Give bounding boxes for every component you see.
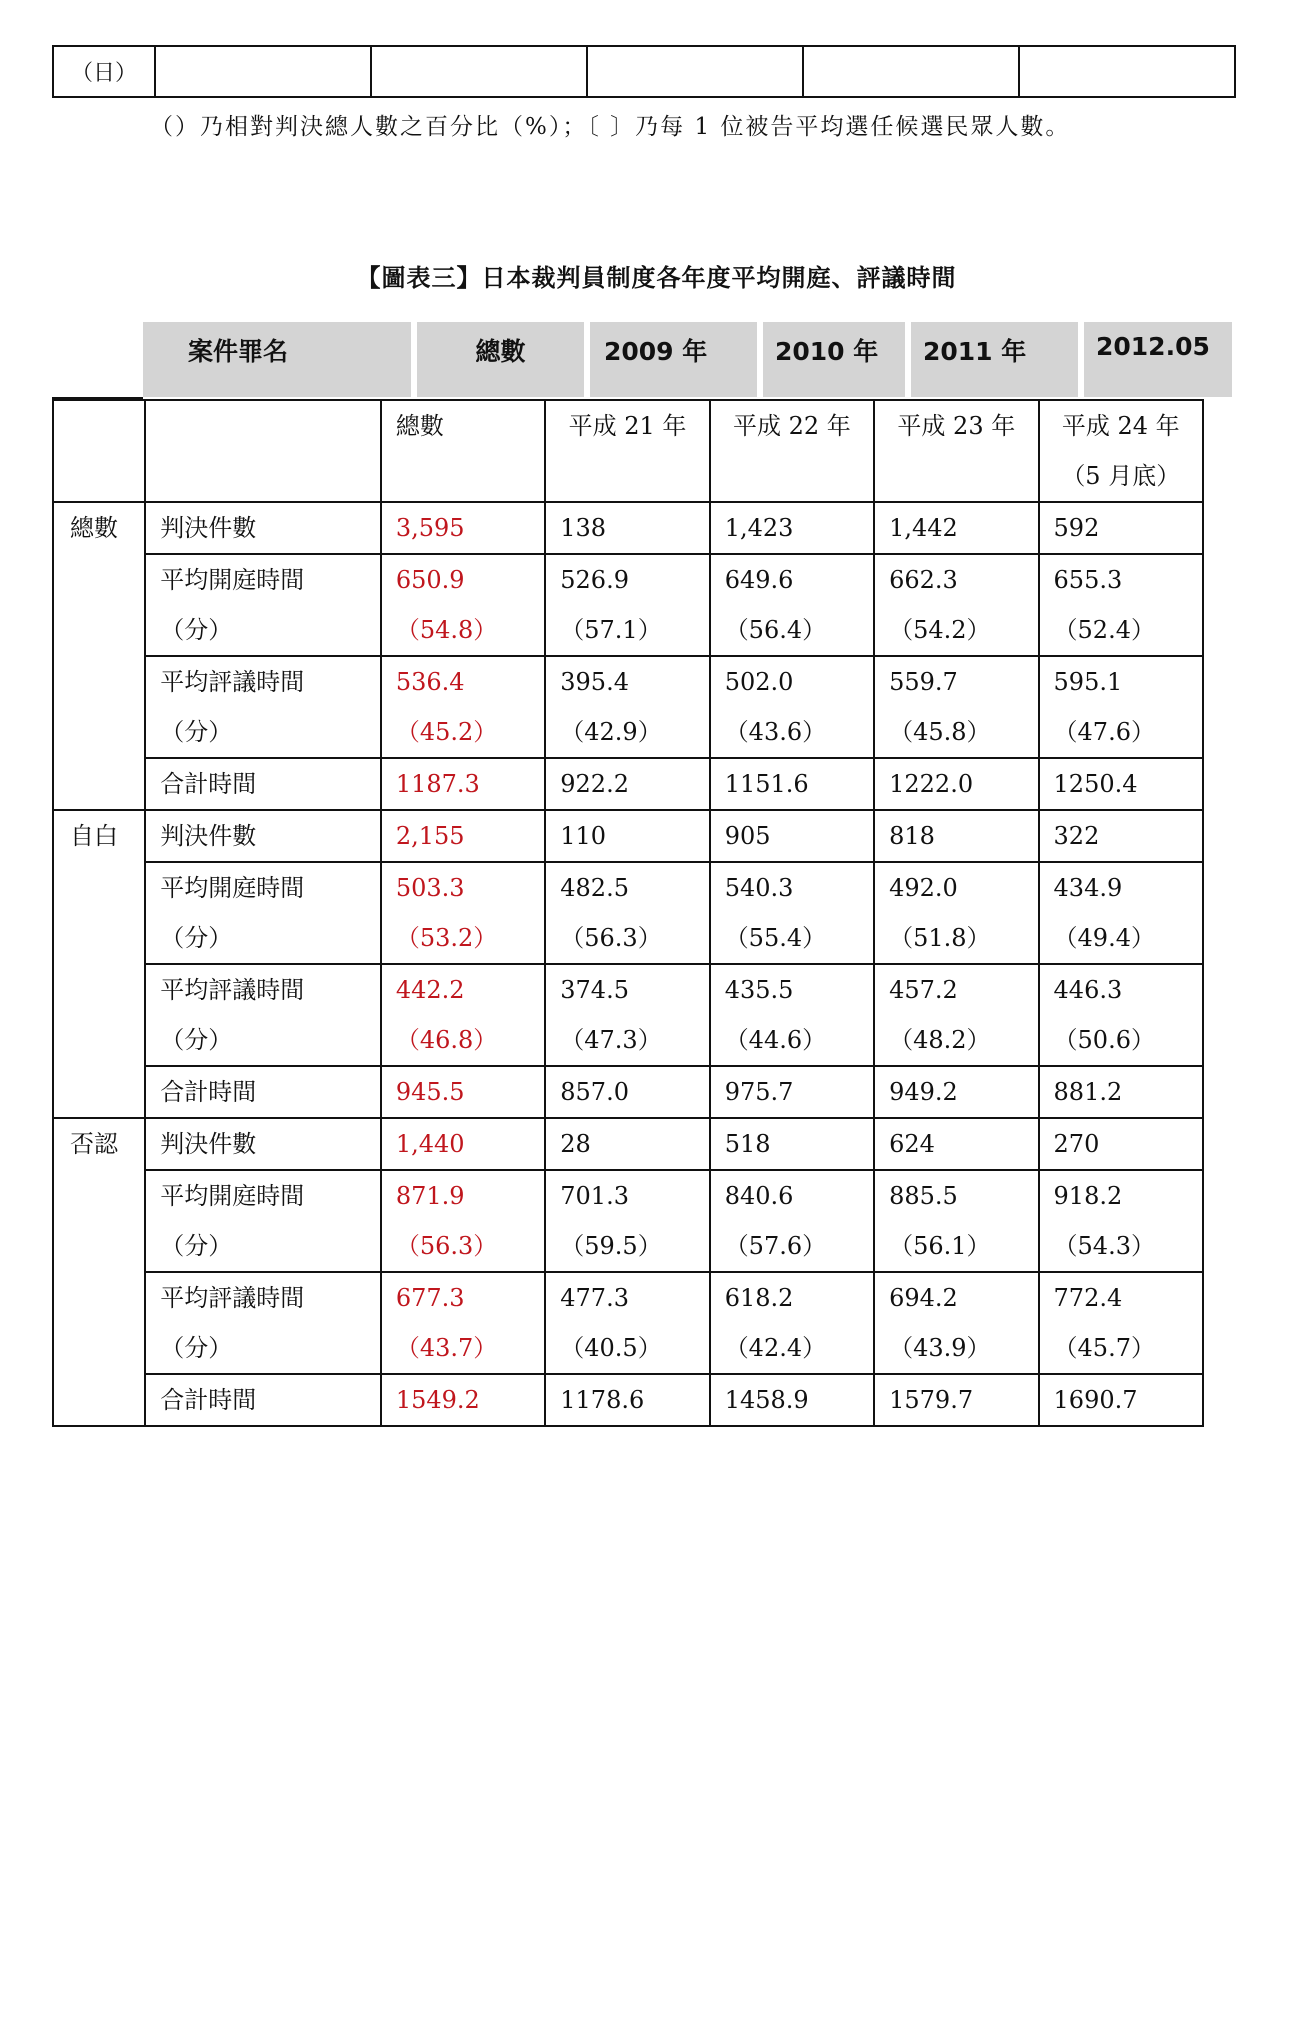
year-value-cell-text: 540.3 — [724, 874, 794, 902]
year-value-cell — [545, 758, 709, 810]
year-value-cell-text: 701.3 — [560, 1182, 629, 1210]
year-value-cell — [545, 502, 709, 554]
year-value-cell-text: 922.2 — [560, 770, 629, 798]
year-value-cell — [710, 1066, 874, 1118]
year-value-cell-text: 655.3 — [1053, 566, 1123, 594]
year-value-cell-text: （56.1） — [889, 1232, 991, 1260]
total-value-cell — [381, 502, 545, 554]
row-label-cell-text: （分） — [160, 924, 233, 952]
year-value-cell — [710, 502, 874, 554]
year-value-cell-text: 482.5 — [560, 874, 629, 902]
row-label-cell-text: 判決件數 — [160, 514, 257, 542]
year-value-cell — [545, 1170, 709, 1272]
total-value-cell-text: 650.9 — [395, 566, 465, 594]
table-row — [53, 1066, 1203, 1118]
year-value-cell-text: （57.1） — [560, 616, 662, 644]
row-label-cell — [145, 656, 381, 758]
header-year-cell-text: 平成 22 年 — [733, 412, 851, 440]
year-value-cell-text: 1690.7 — [1053, 1386, 1138, 1414]
year-value-cell-text: 595.1 — [1053, 668, 1123, 696]
year-value-cell — [710, 758, 874, 810]
total-value-cell-text: （46.8） — [395, 1026, 498, 1054]
header-year-cell — [1039, 400, 1203, 502]
total-value-cell-text: （45.2） — [395, 718, 498, 746]
year-value-cell-text: 502.0 — [724, 668, 794, 696]
year-value-cell — [1039, 810, 1203, 862]
year-value-cell-text: （55.4） — [724, 924, 827, 952]
year-value-cell-text: （54.3） — [1053, 1232, 1155, 1260]
year-value-cell-text: 395.4 — [560, 668, 629, 696]
total-value-cell — [381, 1272, 545, 1374]
year-value-cell-text: 881.2 — [1053, 1078, 1123, 1106]
year-value-cell — [874, 1170, 1038, 1272]
year-value-cell — [545, 656, 709, 758]
total-value-cell — [381, 1374, 545, 1426]
year-value-cell-text: 885.5 — [889, 1182, 958, 1210]
row-label-cell-text: 合計時間 — [160, 1078, 257, 1106]
year-value-cell-text: 857.0 — [560, 1078, 629, 1106]
gray-header-cell: 2010 年 — [763, 322, 905, 397]
table-row — [53, 656, 1203, 758]
row-label-cell — [145, 1170, 381, 1272]
year-value-cell-text: 446.3 — [1053, 976, 1123, 1004]
total-value-cell — [381, 656, 545, 758]
year-value-cell-text: （42.9） — [560, 718, 662, 746]
row-label-cell-text: 判決件數 — [160, 822, 257, 850]
year-value-cell-text: （43.9） — [889, 1334, 991, 1362]
header-year-cell — [545, 400, 709, 502]
total-value-cell-text: （53.2） — [395, 924, 498, 952]
table-row — [53, 1374, 1203, 1426]
year-value-cell-text: 649.6 — [724, 566, 794, 594]
previous-table-fragment — [52, 45, 1236, 98]
row-label-cell-text: （分） — [160, 1232, 233, 1260]
total-value-cell — [381, 1170, 545, 1272]
total-value-cell-text: 1,440 — [395, 1130, 465, 1158]
total-value-cell — [381, 1066, 545, 1118]
total-value-cell-text: 2,155 — [395, 822, 465, 850]
total-value-cell — [381, 554, 545, 656]
year-value-cell — [545, 1066, 709, 1118]
year-value-cell — [1039, 1170, 1203, 1272]
year-value-cell-text: 949.2 — [889, 1078, 958, 1106]
year-value-cell — [1039, 502, 1203, 554]
row-label-cell-text: （分） — [160, 1026, 233, 1054]
total-value-cell-text: 945.5 — [395, 1078, 465, 1106]
table-row — [53, 554, 1203, 656]
year-value-cell-text: 559.7 — [889, 668, 958, 696]
year-value-cell-text: 1250.4 — [1053, 770, 1138, 798]
year-value-cell — [874, 1272, 1038, 1374]
year-value-cell-text: 975.7 — [724, 1078, 794, 1106]
year-value-cell-text: 457.2 — [889, 976, 958, 1004]
table-row — [53, 810, 1203, 862]
row-label-cell-text: 平均開庭時間 — [160, 566, 305, 594]
year-value-cell-text: （56.3） — [560, 924, 662, 952]
row-label-cell-text: 判決件數 — [160, 1130, 257, 1158]
table-footnote: （）乃相對判決總人數之百分比（%）；〔 〕乃每 1 位被告平均選任候選民眾人數。 — [150, 114, 1071, 140]
year-value-cell-text: 818 — [889, 822, 935, 850]
year-value-cell-text: 618.2 — [724, 1284, 794, 1312]
year-value-cell-text: （54.2） — [889, 616, 991, 644]
total-value-cell-text: 1549.2 — [395, 1386, 480, 1414]
year-value-cell — [545, 862, 709, 964]
year-value-cell — [874, 656, 1038, 758]
year-value-cell-text: （47.6） — [1053, 718, 1155, 746]
total-value-cell-text: 536.4 — [395, 668, 465, 696]
total-value-cell-text: 677.3 — [395, 1284, 465, 1312]
year-value-cell-text: 1178.6 — [560, 1386, 645, 1414]
table-cell — [155, 46, 371, 97]
total-value-cell-text: 442.2 — [395, 976, 465, 1004]
year-value-cell — [710, 810, 874, 862]
category-cell — [53, 810, 145, 1118]
table-row — [53, 862, 1203, 964]
total-value-cell — [381, 758, 545, 810]
gray-header-cell: 總數 — [417, 322, 584, 397]
year-value-cell — [710, 1170, 874, 1272]
total-value-cell-text: （54.8） — [395, 616, 498, 644]
total-value-cell-text: 3,595 — [395, 514, 465, 542]
year-value-cell-text: 1,423 — [724, 514, 794, 542]
header-year-cell-text: （5 月底） — [1061, 462, 1181, 490]
header-year-cell-text: 平成 24 年 — [1061, 412, 1180, 440]
year-value-cell-text: 492.0 — [889, 874, 958, 902]
table-row — [53, 1272, 1203, 1374]
table-cell — [587, 46, 803, 97]
year-value-cell-text: 694.2 — [889, 1284, 958, 1312]
row-label-cell-text: （分） — [160, 718, 233, 746]
year-value-cell-text: （59.5） — [560, 1232, 662, 1260]
row-label-cell — [145, 862, 381, 964]
year-value-cell — [1039, 1374, 1203, 1426]
year-value-cell-text: 138 — [560, 514, 607, 542]
year-value-cell — [874, 502, 1038, 554]
table-row — [53, 758, 1203, 810]
year-value-cell-text: 322 — [1053, 822, 1100, 850]
row-label-cell-text: 平均開庭時間 — [160, 874, 305, 902]
gray-header-cell: 2012.05 — [1084, 322, 1232, 397]
year-value-cell — [874, 554, 1038, 656]
row-label-cell-text: 合計時間 — [160, 770, 257, 798]
row-label-cell — [145, 758, 381, 810]
year-value-cell-text: 477.3 — [560, 1284, 629, 1312]
year-value-cell — [1039, 1066, 1203, 1118]
row-label-cell-text: （分） — [160, 1334, 233, 1362]
year-value-cell-text: 772.4 — [1053, 1284, 1123, 1312]
year-value-cell-text: （48.2） — [889, 1026, 991, 1054]
year-value-cell — [710, 554, 874, 656]
year-value-cell-text: （47.3） — [560, 1026, 662, 1054]
year-value-cell-text: 270 — [1053, 1130, 1100, 1158]
year-value-cell — [874, 964, 1038, 1066]
row-label-cell — [145, 1374, 381, 1426]
row-label-cell — [145, 1118, 381, 1170]
year-value-cell — [710, 1272, 874, 1374]
header-year-cell-text: 平成 23 年 — [897, 412, 1016, 440]
table-row — [53, 46, 1235, 97]
row-label-cell — [145, 1272, 381, 1374]
year-value-cell — [710, 1118, 874, 1170]
year-value-cell-text: （50.6） — [1053, 1026, 1155, 1054]
year-value-cell-text: （56.4） — [724, 616, 827, 644]
table-cell — [803, 46, 1019, 97]
table-row — [53, 502, 1203, 554]
total-value-cell — [381, 1118, 545, 1170]
year-value-cell-text: 592 — [1053, 514, 1100, 542]
year-value-cell — [874, 1374, 1038, 1426]
year-value-cell-text: （40.5） — [560, 1334, 662, 1362]
year-value-cell-text: （44.6） — [724, 1026, 827, 1054]
total-value-cell-text: 1187.3 — [395, 770, 480, 798]
year-value-cell-text: （57.6） — [724, 1232, 827, 1260]
year-value-cell-text: 434.9 — [1053, 874, 1123, 902]
year-value-cell — [710, 964, 874, 1066]
total-value-cell-text: （43.7） — [395, 1334, 498, 1362]
year-value-cell — [710, 656, 874, 758]
year-value-cell-text: 624 — [889, 1130, 935, 1158]
year-value-cell-text: 918.2 — [1053, 1182, 1123, 1210]
table-cell: （日） — [53, 46, 155, 97]
gray-header-cell: 2011 年 — [911, 322, 1078, 397]
header-total-cell — [381, 400, 545, 502]
gray-header-strip — [0, 322, 1313, 397]
table-row — [53, 964, 1203, 1066]
trial-time-table — [52, 399, 1204, 1427]
year-value-cell — [874, 862, 1038, 964]
row-label-cell-text: 平均評議時間 — [160, 976, 305, 1004]
year-value-cell-text: 662.3 — [889, 566, 958, 594]
year-value-cell — [1039, 758, 1203, 810]
year-value-cell — [545, 1374, 709, 1426]
year-value-cell — [1039, 862, 1203, 964]
table-cell — [371, 46, 587, 97]
year-value-cell — [545, 1272, 709, 1374]
row-label-cell-text: 平均開庭時間 — [160, 1182, 305, 1210]
year-value-cell-text: （49.4） — [1053, 924, 1155, 952]
year-value-cell — [545, 964, 709, 1066]
category-cell — [53, 1118, 145, 1426]
year-value-cell — [545, 554, 709, 656]
year-value-cell-text: 526.9 — [560, 566, 629, 594]
category-cell-text: 總數 — [70, 514, 118, 542]
year-value-cell — [1039, 1272, 1203, 1374]
year-value-cell-text: （52.4） — [1053, 616, 1155, 644]
row-label-cell — [145, 554, 381, 656]
year-value-cell-text: 110 — [560, 822, 607, 850]
year-value-cell — [1039, 1118, 1203, 1170]
total-value-cell-text: （56.3） — [395, 1232, 498, 1260]
year-value-cell-text: （45.7） — [1053, 1334, 1155, 1362]
total-value-cell-text: 871.9 — [395, 1182, 465, 1210]
category-cell-text: 否認 — [70, 1130, 118, 1158]
row-label-cell — [145, 810, 381, 862]
year-value-cell-text: 1458.9 — [724, 1386, 809, 1414]
year-value-cell — [874, 810, 1038, 862]
year-value-cell-text: 1151.6 — [724, 770, 809, 798]
year-value-cell — [874, 1118, 1038, 1170]
year-value-cell-text: 28 — [560, 1130, 591, 1158]
table-row — [53, 1118, 1203, 1170]
header-year-cell — [874, 400, 1038, 502]
row-label-cell-text: （分） — [160, 616, 233, 644]
header-total-cell-text: 總數 — [395, 412, 444, 440]
year-value-cell-text: （43.6） — [724, 718, 827, 746]
category-cell-text: 自白 — [70, 822, 118, 850]
row-label-cell-text: 平均評議時間 — [160, 668, 305, 696]
year-value-cell — [1039, 656, 1203, 758]
total-value-cell — [381, 964, 545, 1066]
header-category-cell — [53, 400, 145, 502]
total-value-cell — [381, 810, 545, 862]
year-value-cell — [545, 810, 709, 862]
header-year-cell — [710, 400, 874, 502]
year-value-cell-text: 840.6 — [724, 1182, 794, 1210]
header-label-cell — [145, 400, 381, 502]
year-value-cell — [710, 862, 874, 964]
year-value-cell-text: 1579.7 — [889, 1386, 974, 1414]
year-value-cell — [1039, 554, 1203, 656]
year-value-cell — [874, 758, 1038, 810]
row-label-cell — [145, 502, 381, 554]
table-cell — [1019, 46, 1235, 97]
row-label-cell-text: 平均評議時間 — [160, 1284, 305, 1312]
year-value-cell — [874, 1066, 1038, 1118]
gray-header-cell: 案件罪名 — [143, 322, 411, 397]
year-value-cell-text: 374.5 — [560, 976, 629, 1004]
year-value-cell — [710, 1374, 874, 1426]
year-value-cell — [545, 1118, 709, 1170]
figure-title: 【圖表三】日本裁判員制度各年度平均開庭、評議時間 — [356, 263, 957, 292]
table-row — [53, 1170, 1203, 1272]
row-label-cell-text: 合計時間 — [160, 1386, 257, 1414]
row-label-cell — [145, 964, 381, 1066]
header-year-cell-text: 平成 21 年 — [568, 412, 687, 440]
year-value-cell-text: 1,442 — [889, 514, 958, 542]
table-header-row — [53, 400, 1203, 502]
year-value-cell-text: （51.8） — [889, 924, 991, 952]
year-value-cell-text: 1222.0 — [889, 770, 974, 798]
year-value-cell — [1039, 964, 1203, 1066]
year-value-cell-text: （45.8） — [889, 718, 991, 746]
total-value-cell — [381, 862, 545, 964]
category-cell — [53, 502, 145, 810]
year-value-cell-text: （42.4） — [724, 1334, 827, 1362]
row-label-cell — [145, 1066, 381, 1118]
year-value-cell-text: 905 — [724, 822, 771, 850]
year-value-cell-text: 435.5 — [724, 976, 794, 1004]
gray-header-cell: 2009 年 — [590, 322, 757, 397]
total-value-cell-text: 503.3 — [395, 874, 465, 902]
year-value-cell-text: 518 — [724, 1130, 771, 1158]
